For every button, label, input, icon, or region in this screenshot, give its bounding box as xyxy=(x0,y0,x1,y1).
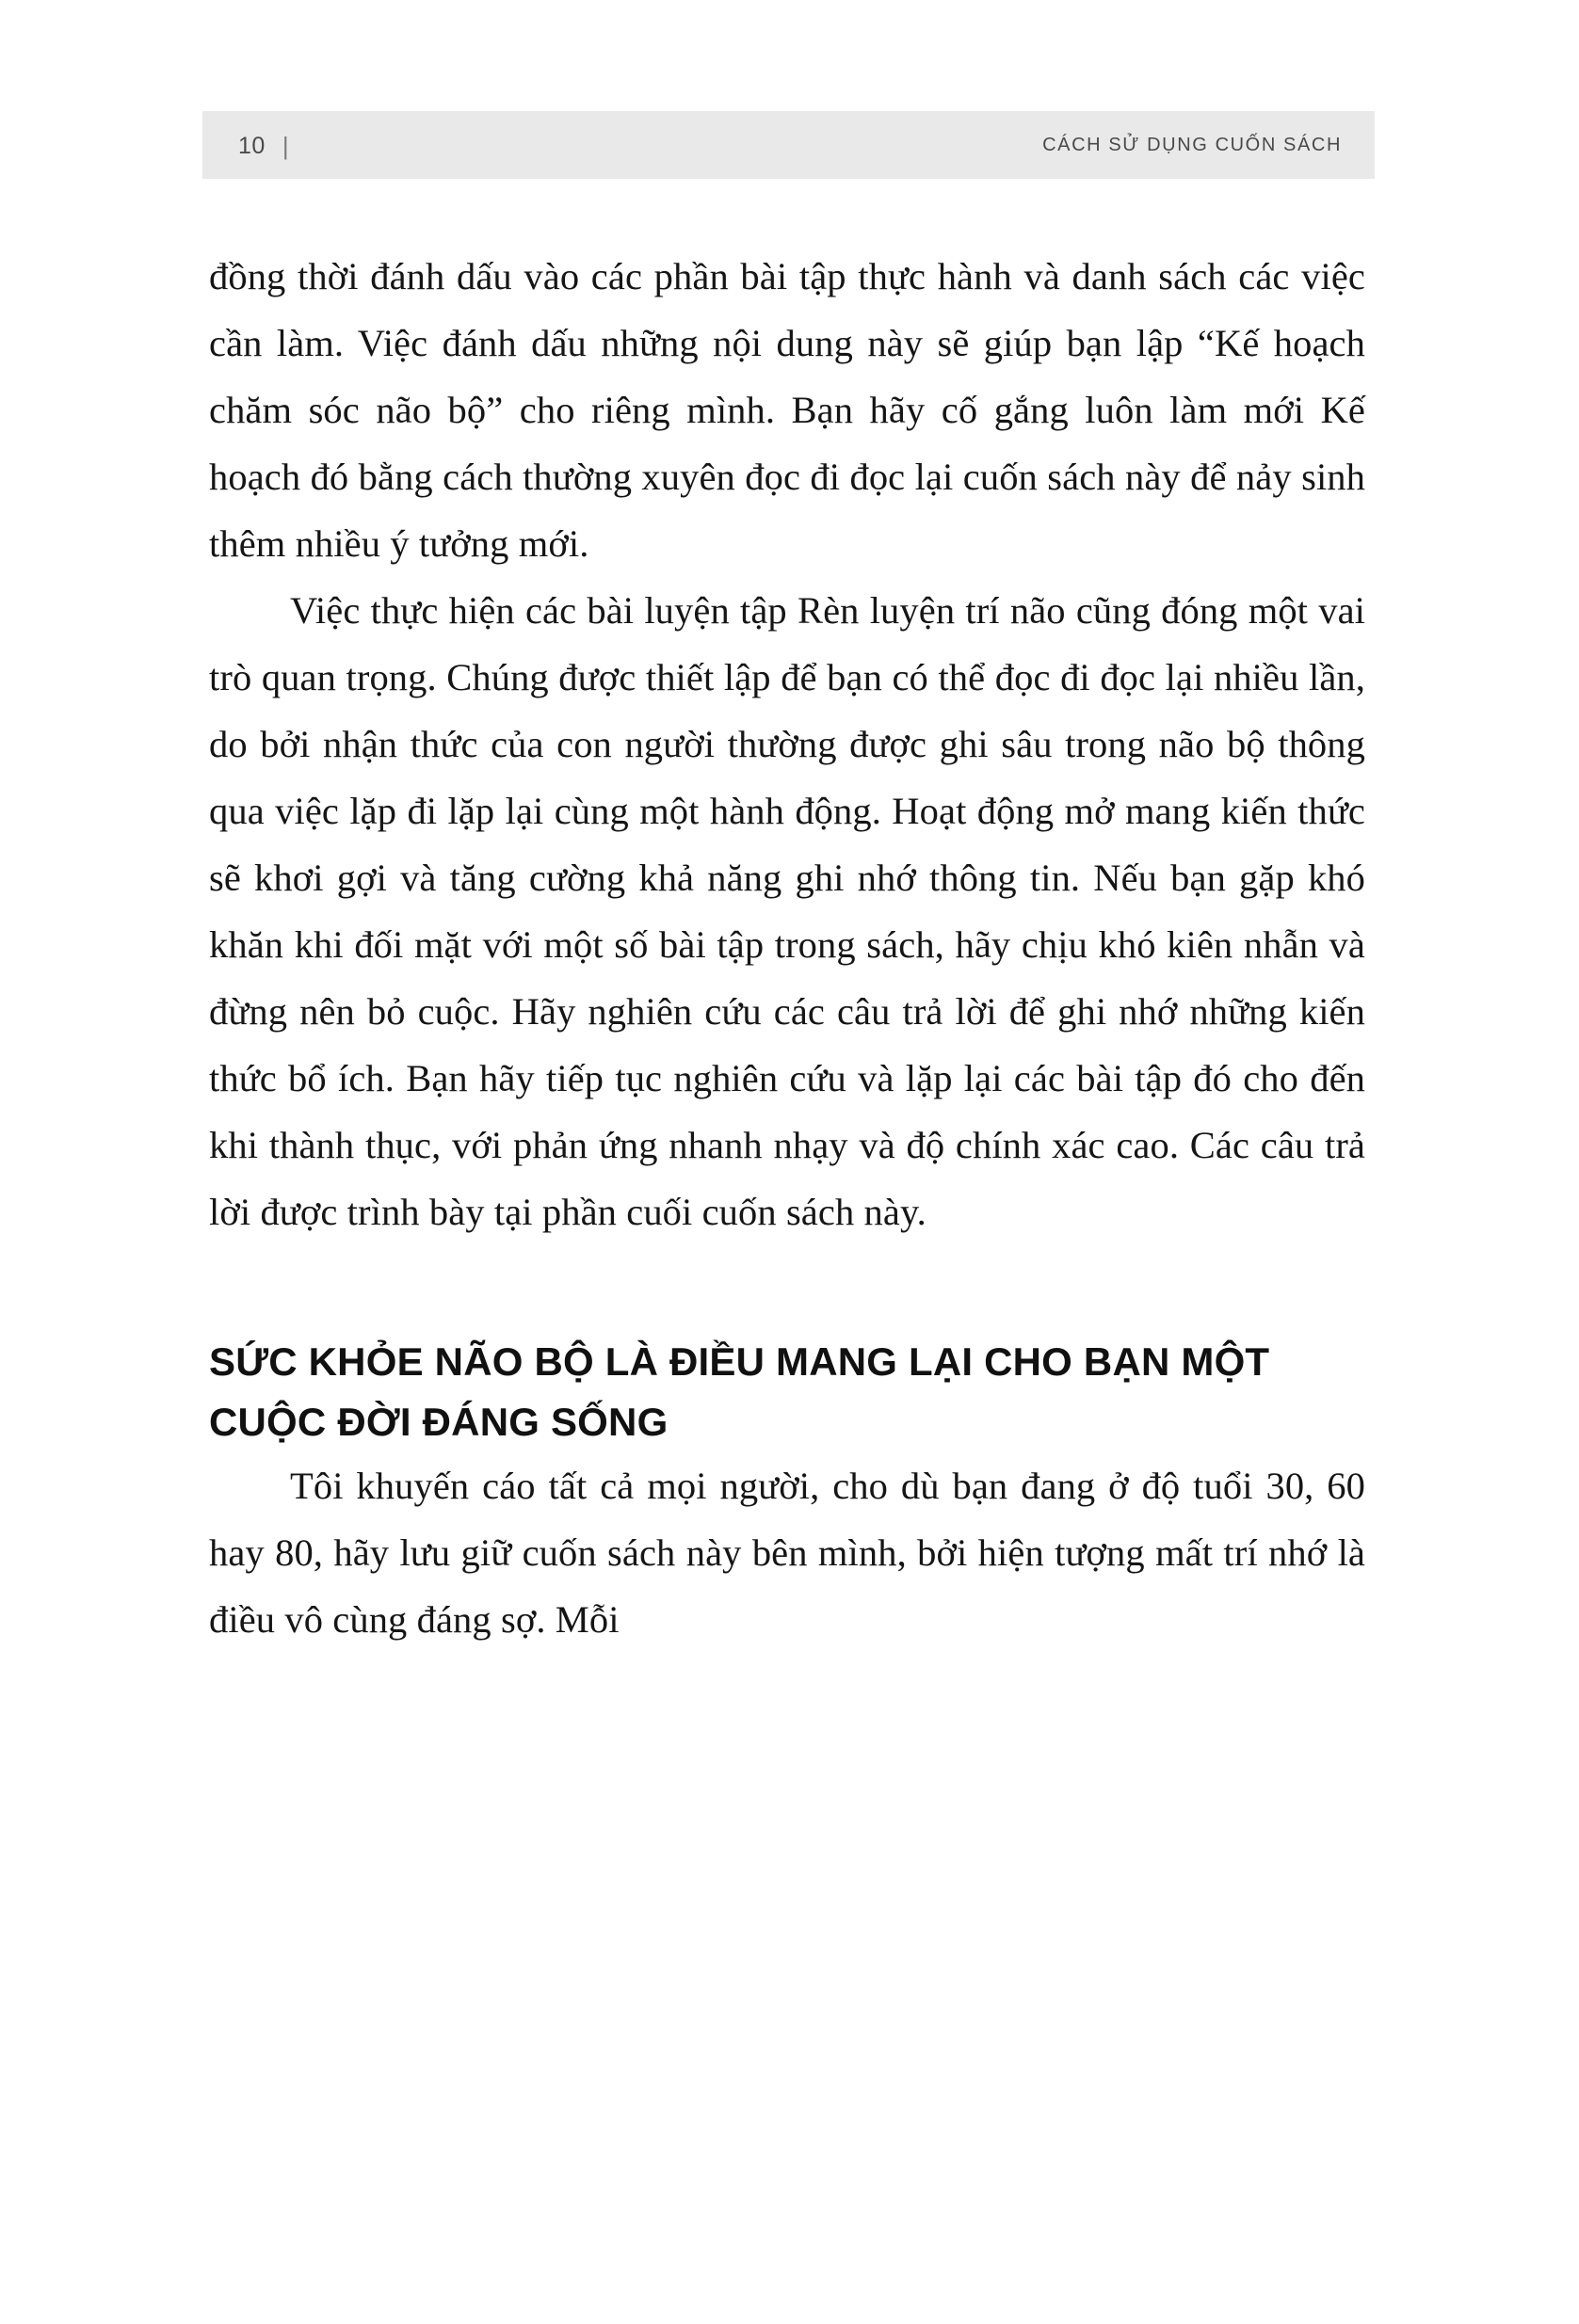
paragraph-exercises: Việc thực hiện các bài luyện tập Rèn luyện trí não cũng đóng một vai trò quan trọng. Chúng được thiết lập để bạn có thể đọc đi đọc lại nhiều lần, do bởi nhận thức của con người thường được ghi sâu trong não bộ thông qua việc lặp đi lặp lại cùng một hành động. Hoạt động mở mang kiến thức sẽ khơi gợi và tăng cường khả năng ghi nhớ thông tin. Nếu bạn gặp khó khăn khi đối mặt với một số bài tập trong sách, hãy chịu khó kiên nhẫn và đừng nên bỏ cuộc. Hãy nghiên cứu các câu trả lời để ghi nhớ những kiến thức bổ ích. Bạn hãy tiếp tục nghiên cứu và lặp lại các bài tập đó cho đến khi thành thục, với phản ứng nhanh nhạy và độ chính xác cao. Các câu trả lời được trình bày tại phần cuối cuốn sách này. xyxy=(209,589,1365,1233)
running-header xyxy=(202,111,1375,179)
page-folio xyxy=(238,131,289,160)
running-header-title: CÁCH SỬ DỤNG CUỐN SÁCH xyxy=(1042,134,1342,155)
folio-divider: | xyxy=(282,131,290,160)
section-heading: SỨC KHỎE NÃO BỘ LÀ ĐIỀU MANG LẠI CHO BẠN MỘT CUỘC ĐỜI ĐÁNG SỐNG xyxy=(209,1339,1270,1444)
paragraph-section-opening: Tôi khuyến cáo tất cả mọi người, cho dù bạn đang ở độ tuổi 30, 60 hay 80, hãy lưu giữ cuốn sách này bên mình, bởi hiện tượng mất trí nhớ là điều vô cùng đáng sợ. Mỗi xyxy=(209,1465,1365,1641)
page-number: 10 xyxy=(238,132,266,159)
page-content xyxy=(209,243,1365,1653)
paragraph-continuation: đồng thời đánh dấu vào các phần bài tập thực hành và danh sách các việc cần làm. Việc đánh dấu những nội dung này sẽ giúp bạn lập “Kế hoạch chăm sóc não bộ” cho riêng mình. Bạn hãy cố gắng luôn làm mới Kế hoạch đó bằng cách thường xuyên đọc đi đọc lại cuốn sách này để nảy sinh thêm nhiều ý tưởng mới. xyxy=(209,255,1365,565)
